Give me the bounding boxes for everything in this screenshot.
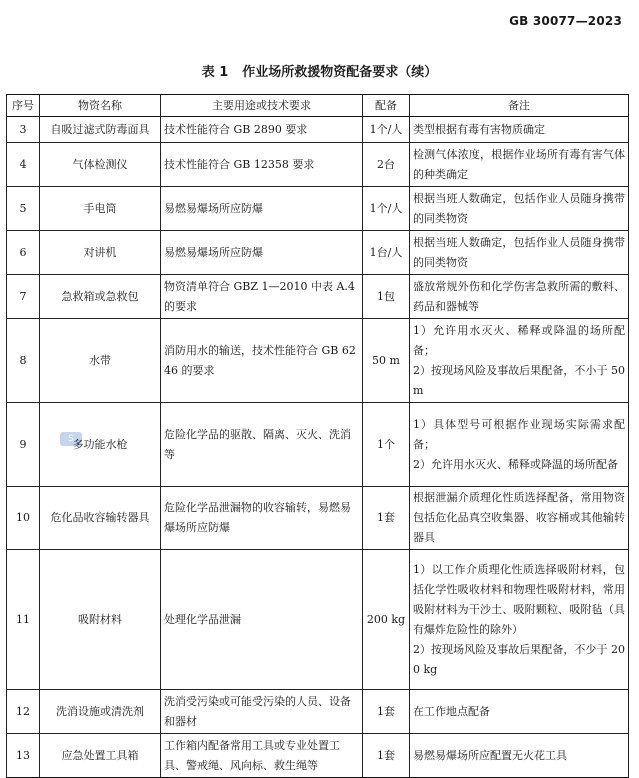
row-requirement: 处理化学品泄漏 bbox=[161, 550, 363, 690]
row-name: 危化品收容输转器具 bbox=[40, 487, 161, 550]
table-row bbox=[7, 734, 629, 778]
row-no: 3 bbox=[7, 117, 40, 143]
row-remark: 易燃易爆场所应配置无火花工具 bbox=[410, 734, 629, 778]
remark-item: 1）以工作介质理化性质选择吸附材料，包括化学性吸收材料和物理性吸附材料，常用吸附材料为干沙土、吸附颗粒、吸附毡（具有爆炸危险性的除外） bbox=[413, 562, 625, 636]
requirements-table bbox=[6, 94, 629, 778]
row-no: 11 bbox=[7, 550, 40, 690]
row-remark: 根据泄漏介质理化性质选择配备，常用物资包括危化品真空收集器、收容桶或其他输转器具 bbox=[410, 487, 629, 550]
row-quantity: 1个 bbox=[363, 403, 410, 487]
table-row bbox=[7, 187, 629, 231]
col-header-name: 物资名称 bbox=[40, 95, 161, 117]
row-no: 7 bbox=[7, 275, 40, 319]
remark-item: 2）允许用水灭火、稀释或降温的场所配备 bbox=[413, 457, 618, 471]
row-quantity: 200 kg bbox=[363, 550, 410, 690]
row-no: 12 bbox=[7, 690, 40, 734]
row-remark: 类型根据有毒有害物质确定 bbox=[410, 117, 629, 143]
row-requirement: 洗消受污染或可能受污染的人员、设备和器材 bbox=[161, 690, 363, 734]
table-row bbox=[7, 487, 629, 550]
table-row bbox=[7, 275, 629, 319]
row-requirement: 危险化学品泄漏物的收容输转，易燃易爆场所应防爆 bbox=[161, 487, 363, 550]
row-no: 5 bbox=[7, 187, 40, 231]
remark-item: 1）具体型号可根据作业现场实际需求配备； bbox=[413, 417, 625, 451]
row-name: 自吸过滤式防毒面具 bbox=[40, 117, 161, 143]
row-name: 气体检测仪 bbox=[40, 143, 161, 187]
row-quantity: 50 m bbox=[363, 319, 410, 403]
row-requirement: 消防用水的输送，技术性能符合 GB 6246 的要求 bbox=[161, 319, 363, 403]
row-name: 多功能水枪 bbox=[40, 403, 161, 487]
row-name: 吸附材料 bbox=[40, 550, 161, 690]
row-name: 洗消设施或清洗剂 bbox=[40, 690, 161, 734]
row-remark bbox=[410, 403, 629, 487]
table-row bbox=[7, 550, 629, 690]
table-row bbox=[7, 690, 629, 734]
row-quantity: 1个/人 bbox=[363, 187, 410, 231]
row-remark: 盛放常规外伤和化学伤害急救所需的敷料、药品和器械等 bbox=[410, 275, 629, 319]
row-no: 13 bbox=[7, 734, 40, 778]
row-no: 6 bbox=[7, 231, 40, 275]
row-name: 急救箱或急救包 bbox=[40, 275, 161, 319]
col-header-quantity: 配备 bbox=[363, 95, 410, 117]
col-header-remark: 备注 bbox=[410, 95, 629, 117]
row-remark: 根据当班人数确定，包括作业人员随身携带的同类物资 bbox=[410, 187, 629, 231]
row-requirement: 危险化学品的驱散、隔离、灭火、洗消等 bbox=[161, 403, 363, 487]
remark-item: 2）按现场风险及事故后果配备，不少于 200 kg bbox=[413, 642, 625, 676]
row-no: 8 bbox=[7, 319, 40, 403]
standard-code: GB 30077—2023 bbox=[509, 14, 622, 28]
row-quantity: 1套 bbox=[363, 734, 410, 778]
col-header-no: 序号 bbox=[7, 95, 40, 117]
row-requirement: 工作箱内配备常用工具或专业处置工具、警戒绳、风向标、救生绳等 bbox=[161, 734, 363, 778]
row-quantity: 1包 bbox=[363, 275, 410, 319]
remark-item: 1）允许用水灭火、稀释或降温的场所配备； bbox=[413, 323, 625, 357]
table-name: 作业场所救援物资配备要求（续） bbox=[242, 65, 438, 80]
remark-item: 2）按现场风险及事故后果配备，不小于 50 m bbox=[413, 363, 625, 397]
row-requirement: 物资清单符合 GBZ 1—2010 中表 A.4 的要求 bbox=[161, 275, 363, 319]
row-no: 9 bbox=[7, 403, 40, 487]
row-remark: 检测气体浓度，根据作业场所有毒有害气体的种类确定 bbox=[410, 143, 629, 187]
row-quantity: 1套 bbox=[363, 690, 410, 734]
row-requirement: 技术性能符合 GB 2890 要求 bbox=[161, 117, 363, 143]
row-name: 水带 bbox=[40, 319, 161, 403]
row-requirement: 易燃易爆场所应防爆 bbox=[161, 231, 363, 275]
row-no: 4 bbox=[7, 143, 40, 187]
row-quantity: 1台/人 bbox=[363, 231, 410, 275]
row-remark bbox=[410, 319, 629, 403]
col-header-requirement: 主要用途或技术要求 bbox=[161, 95, 363, 117]
row-quantity: 1个/人 bbox=[363, 117, 410, 143]
table-number: 表 1 bbox=[201, 65, 229, 80]
row-name: 手电筒 bbox=[40, 187, 161, 231]
table-row bbox=[7, 143, 629, 187]
row-quantity: 1套 bbox=[363, 487, 410, 550]
table-title bbox=[0, 61, 639, 80]
row-requirement: 易燃易爆场所应防爆 bbox=[161, 187, 363, 231]
row-name: 对讲机 bbox=[40, 231, 161, 275]
row-remark: 根据当班人数确定，包括作业人员随身携带的同类物资 bbox=[410, 231, 629, 275]
watermark-badge-icon: S bbox=[60, 432, 82, 446]
table-row bbox=[7, 319, 629, 403]
row-quantity: 2台 bbox=[363, 143, 410, 187]
row-remark bbox=[410, 550, 629, 690]
row-remark: 在工作地点配备 bbox=[410, 690, 629, 734]
table-row bbox=[7, 403, 629, 487]
table-row bbox=[7, 117, 629, 143]
row-name: 应急处置工具箱 bbox=[40, 734, 161, 778]
row-no: 10 bbox=[7, 487, 40, 550]
row-requirement: 技术性能符合 GB 12358 要求 bbox=[161, 143, 363, 187]
table-header-row bbox=[7, 95, 629, 117]
table-row bbox=[7, 231, 629, 275]
